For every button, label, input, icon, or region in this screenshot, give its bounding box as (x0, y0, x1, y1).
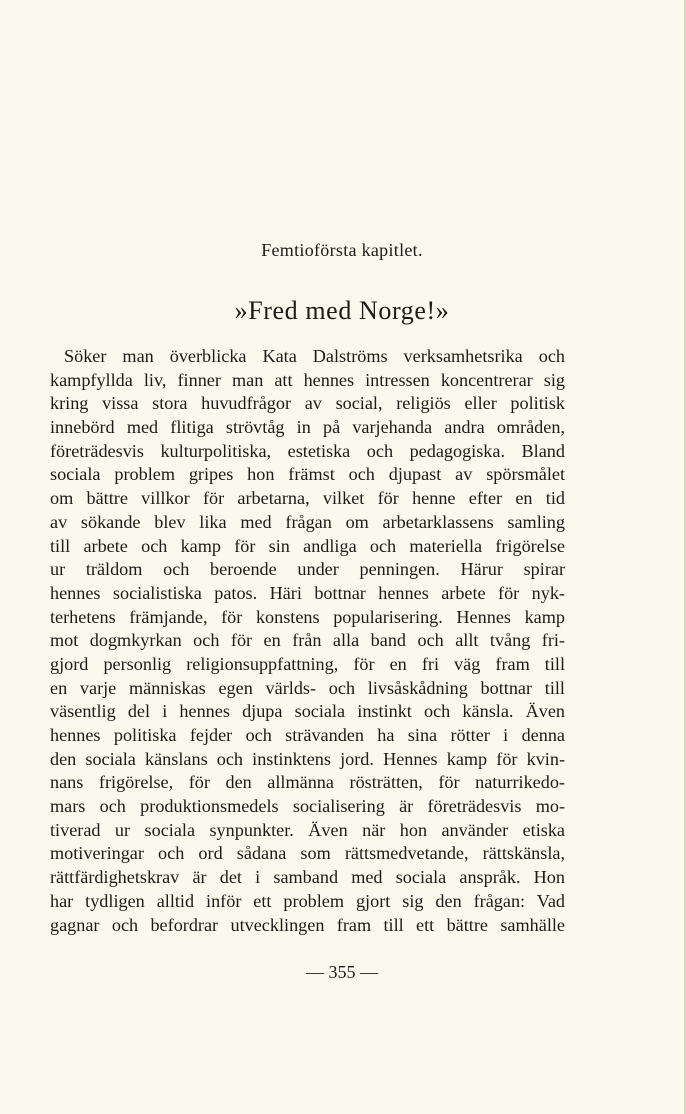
text-line: ur träldom och beroende under penningen. Härur spirar (50, 559, 565, 580)
text-line: terhetens främjande, för konstens popularisering. Hennes kamp (50, 606, 565, 627)
text-line: nans frigörelse, för den allmänna rösträtten, för naturrikedo- (50, 772, 565, 793)
text-line: mot dogmkyrkan och för en från alla band och allt tvång fri- (50, 630, 565, 651)
text-line: sociala problem gripes hon främst och djupast av spörsmålet (50, 464, 565, 485)
text-line: väsentlig del i hennes djupa sociala instinkt och känsla. Även (50, 701, 565, 722)
text-line: kampfyllda liv, finner man att hennes intressen koncentrerar sig (50, 369, 565, 390)
text-line: motiveringar och ord sådana som rättsmedvetande, rättskänsla, (50, 843, 565, 864)
text-line: tiverad ur sociala synpunkter. Även när hon använder etiska (50, 819, 565, 840)
text-line: rättfärdighetskrav är det i samband med sociala anspråk. Hon (50, 867, 565, 888)
text-line: en varje människas egen världs- och livsåskådning bottnar till (50, 677, 565, 698)
text-line: av sökande blev lika med frågan om arbetarklassens samling (50, 511, 565, 532)
text-line: företrädesvis kulturpolitiska, estetiska och pedagogiska. Bland (50, 440, 565, 461)
text-line: om bättre villkor för arbetarna, vilket för henne efter en tid (50, 488, 565, 509)
text-line: kring vissa stora huvudfrågor av social, religiös eller politisk (50, 393, 565, 414)
text-line: innebörd med flitiga strövtåg in på varjehanda andra områden, (50, 417, 565, 438)
body-text (50, 345, 565, 937)
chapter-label: Femtioförsta kapitlet. (261, 240, 423, 260)
chapter-title: »Fred med Norge!» (234, 296, 450, 325)
text-line: gagnar och befordrar utvecklingen fram till ett bättre samhälle (50, 914, 565, 935)
text-line: Söker man överblicka Kata Dalströms verksamhetsrika och (64, 346, 565, 366)
text-line: hennes socialistiska patos. Häri bottnar hennes arbete för nyk- (50, 582, 565, 603)
text-line: mars och produktionsmedels socialisering är företrädesvis mo- (50, 796, 565, 817)
text-line: har tydligen alltid inför ett problem gjort sig den frågan: Vad (50, 890, 565, 911)
page-number: — 355 — (306, 962, 378, 982)
text-line: hennes politiska fejder och strävanden ha sina rötter i denna (50, 725, 565, 745)
text-line: gjord personlig religionsuppfattning, för en fri väg fram till (50, 653, 565, 674)
text-line: till arbete och kamp för sin andliga och materiella frigörelse (50, 535, 565, 556)
text-line: den sociala känslans och instinktens jord. Hennes kamp för kvin- (50, 748, 565, 769)
